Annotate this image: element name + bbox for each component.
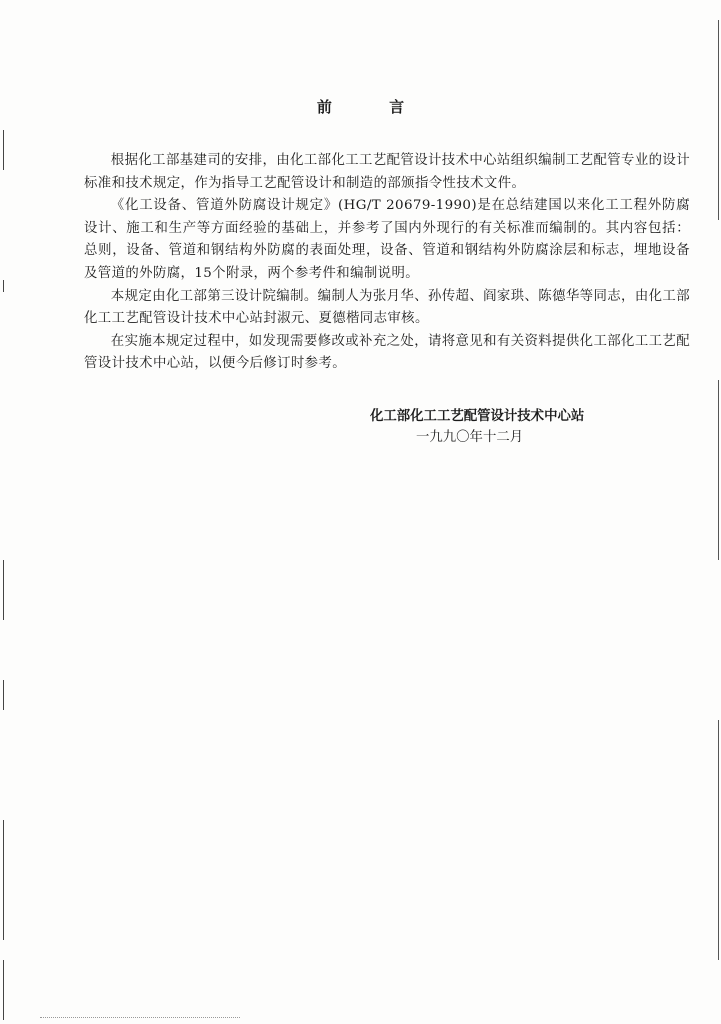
scan-edge-mark	[3, 680, 4, 710]
paragraph-2: 《化工设备、管道外防腐设计规定》(HG/T 20679-1990)是在总结建国以来化工工程外防腐设计、施工和生产等方面经验的基础上，并参考了国内外现行的有关标准而编制的。其内容包括：总则，设备、管道和钢结构外防腐的表面处理，设备、管道和钢结构外防腐涂层和标志，埋地设备及管道的外防腐，15个附录，两个参考件和编制说明。	[84, 198, 690, 281]
scan-edge-mark	[718, 720, 719, 960]
scan-edge-mark	[3, 280, 4, 292]
paragraph-1: 根据化工部基建司的安排，由化工部化工工艺配管设计技术中心站组织编制工艺配管专业的设计标准和技术规定，作为指导工艺配管设计和制造的部颁指令性技术文件。	[84, 153, 690, 191]
paragraph-4: 在实施本规定过程中，如发现需要修改或补充之处，请将意见和有关资料提供化工部化工工艺配管设计技术中心站，以便今后修订时参考。	[84, 333, 690, 372]
scan-edge-mark	[3, 820, 4, 940]
signature-organization: 化工部化工工艺配管设计技术中心站	[370, 408, 585, 424]
scan-edge-mark	[718, 380, 719, 560]
preface-body	[84, 150, 690, 376]
page-title: 前 言	[316, 98, 431, 116]
signature-block	[300, 405, 640, 449]
scan-edge-mark	[3, 560, 4, 620]
scan-edge-mark	[3, 130, 4, 170]
scan-edge-mark	[40, 1017, 240, 1020]
paragraph-3: 本规定由化工部第三设计院编制。编制人为张月华、孙传超、阎家珙、陈德华等同志，由化工部化工工艺配管设计技术中心站封淑元、夏德楷同志审核。	[84, 288, 690, 327]
scan-edge-mark	[718, 20, 719, 220]
signature-date: 一九九〇年十二月	[416, 430, 524, 445]
scan-edge-mark	[3, 960, 4, 1020]
